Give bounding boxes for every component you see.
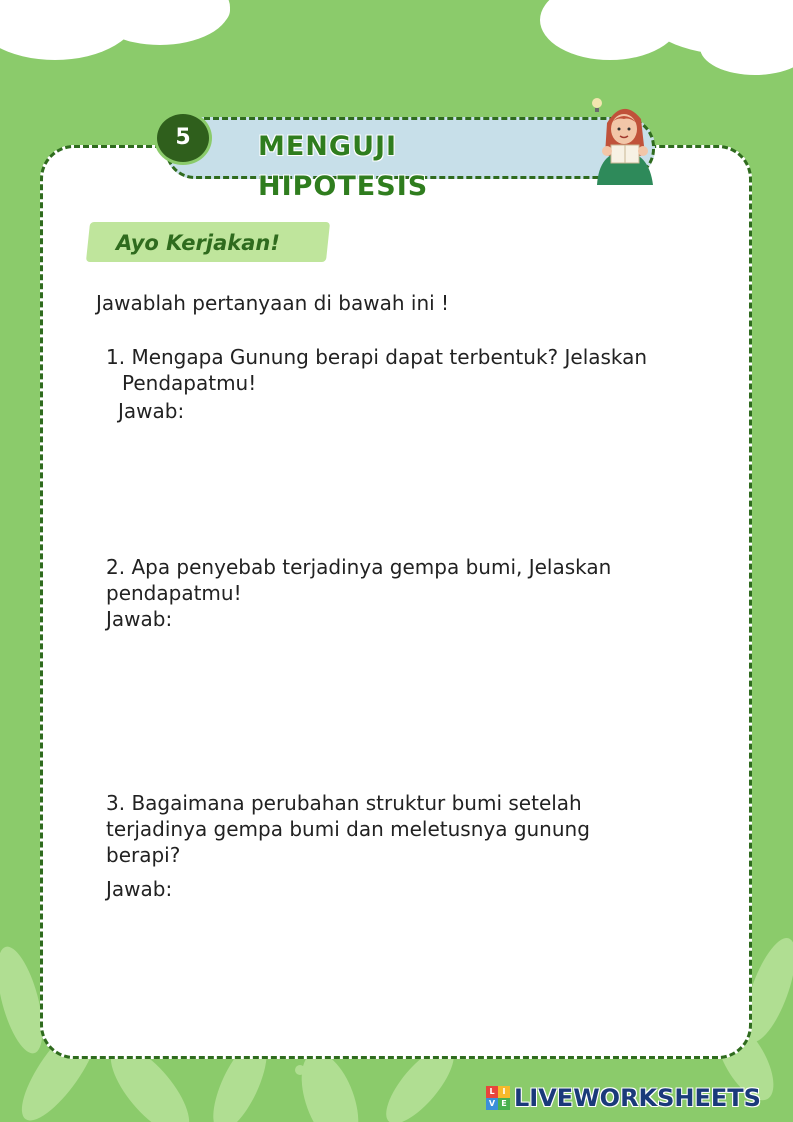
section-label: Ayo Kerjakan!: [116, 231, 280, 255]
answer-label-2: Jawab:: [106, 607, 173, 631]
brand-name: LIVEWORKSHEETS: [514, 1084, 761, 1112]
question-3: 3. Bagaimana perubahan struktur bumi setelah terjadinya gempa bumi dan meletusnya gunung berapi?: [106, 791, 590, 867]
question-1-continuation: Pendapatmu!: [122, 371, 257, 395]
instructions: Jawablah pertanyaan di bawah ini !: [96, 291, 450, 315]
answer-label-3: Jawab:: [106, 877, 173, 901]
lightbulb-icon: [592, 98, 602, 108]
student-reading-icon: [585, 95, 665, 185]
question-1: 1. Mengapa Gunung berapi dapat terbentuk? Jelaskan: [106, 345, 648, 369]
liveworksheets-logo-icon: L I V E: [486, 1086, 510, 1110]
liveworksheets-brand: [486, 1082, 761, 1114]
page-title: MENGUJI HIPOTESIS: [258, 131, 429, 202]
question-2: 2. Apa penyebab terjadinya gempa bumi, Jelaskan pendapatmu!: [106, 555, 612, 605]
answer-label-1: Jawab:: [118, 399, 185, 423]
step-number-badge: 5: [157, 114, 209, 162]
